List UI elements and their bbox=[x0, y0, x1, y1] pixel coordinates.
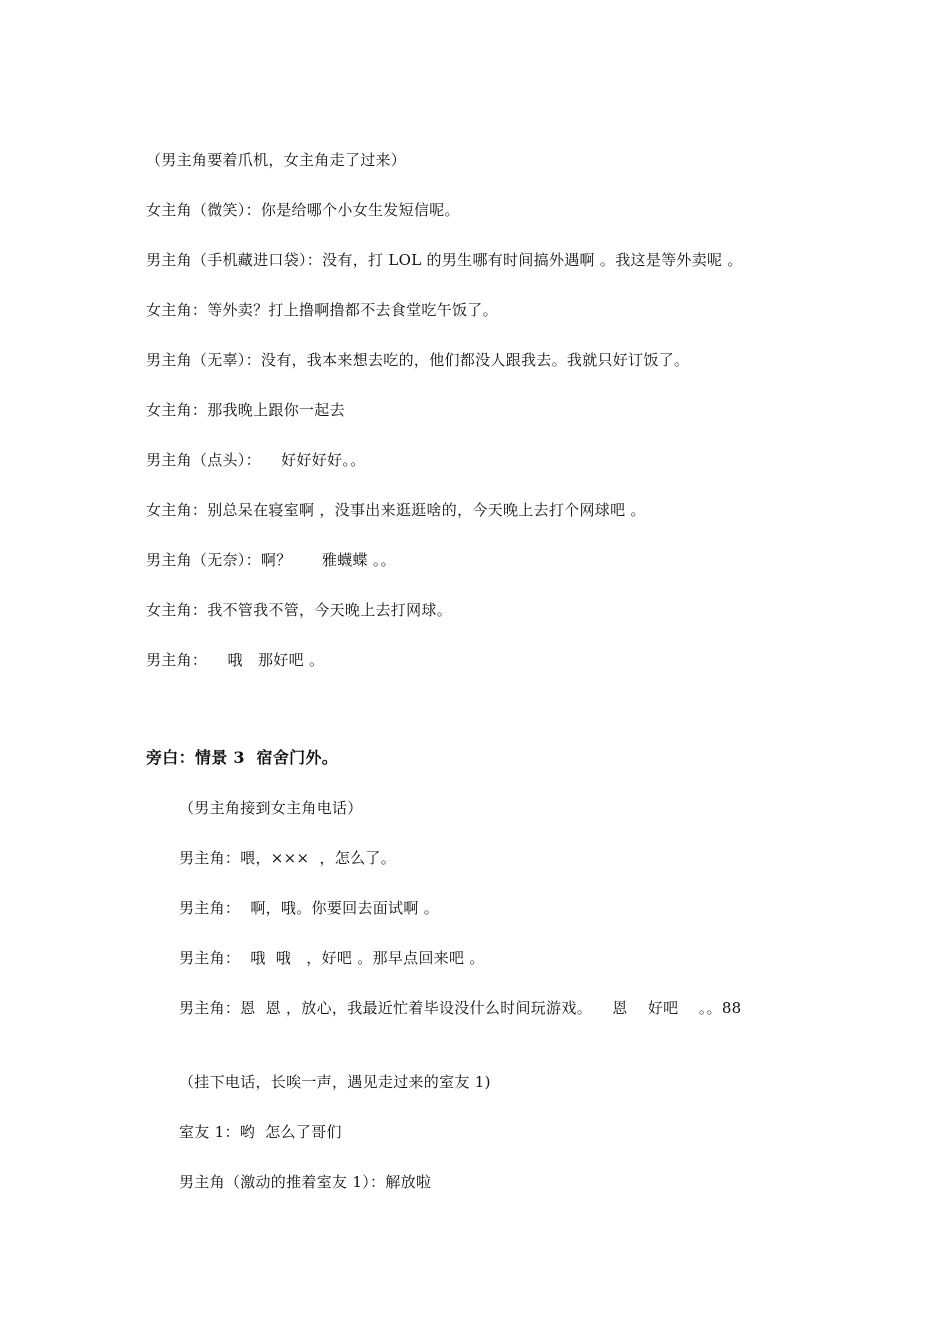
dialogue-line: 男主角（无奈）：啊？ 雅蠛蝶 。。 bbox=[146, 551, 396, 569]
stage-direction: （男主角接到女主角电话） bbox=[179, 799, 363, 817]
dialogue-line: 男主角（点头）： 好好好好。。 bbox=[146, 451, 366, 469]
dialogue-line: 女主角：那我晚上跟你一起去 bbox=[146, 401, 345, 419]
dialogue-line: 女主角：别总呆在寝室啊 ，没事出来逛逛啥的，今天晚上去打个网球吧 。 bbox=[146, 501, 646, 519]
scene-heading: 旁白：情景 3 宿舍门外。 bbox=[146, 748, 339, 767]
dialogue-line: 男主角（无辜）：没有，我本来想去吃的，他们都没人跟我去。我就只好订饭了。 bbox=[146, 351, 690, 369]
dialogue-line: 女主角：我不管我不管，今天晚上去打网球。 bbox=[146, 601, 453, 619]
stage-direction: （男主角要着爪机，女主角走了过来） bbox=[146, 151, 407, 169]
dialogue-line: 男主角（激动的推着室友 1）：解放啦 bbox=[179, 1173, 432, 1191]
dialogue-line: 女主角：等外卖？打上撸啊撸都不去食堂吃午饭了。 bbox=[146, 301, 498, 319]
dialogue-line: 女主角（微笑）：你是给哪个小女生发短信呢。 bbox=[146, 201, 460, 219]
dialogue-line: 男主角：恩 恩 ，放心，我最近忙着毕设没什么时间玩游戏。 恩 好吧 。。88 bbox=[179, 999, 742, 1017]
dialogue-line: 男主角：喂，××× ，怎么了。 bbox=[179, 849, 397, 867]
dialogue-line: 男主角： 哦 哦 ，好吧 。那早点回来吧 。 bbox=[179, 949, 485, 967]
dialogue-line: 男主角： 哦 那好吧 。 bbox=[146, 651, 325, 669]
dialogue-line: 男主角： 啊，哦。你要回去面试啊 。 bbox=[179, 899, 440, 917]
dialogue-line: 男主角（手机藏进口袋）：没有，打 LOL 的男生哪有时间搞外遇啊 。我这是等外卖呢 。 bbox=[146, 251, 743, 269]
stage-direction: （挂下电话，长唉一声，遇见走过来的室友 1) bbox=[179, 1073, 491, 1091]
dialogue-line: 室友 1：哟 怎么了哥们 bbox=[179, 1123, 342, 1141]
